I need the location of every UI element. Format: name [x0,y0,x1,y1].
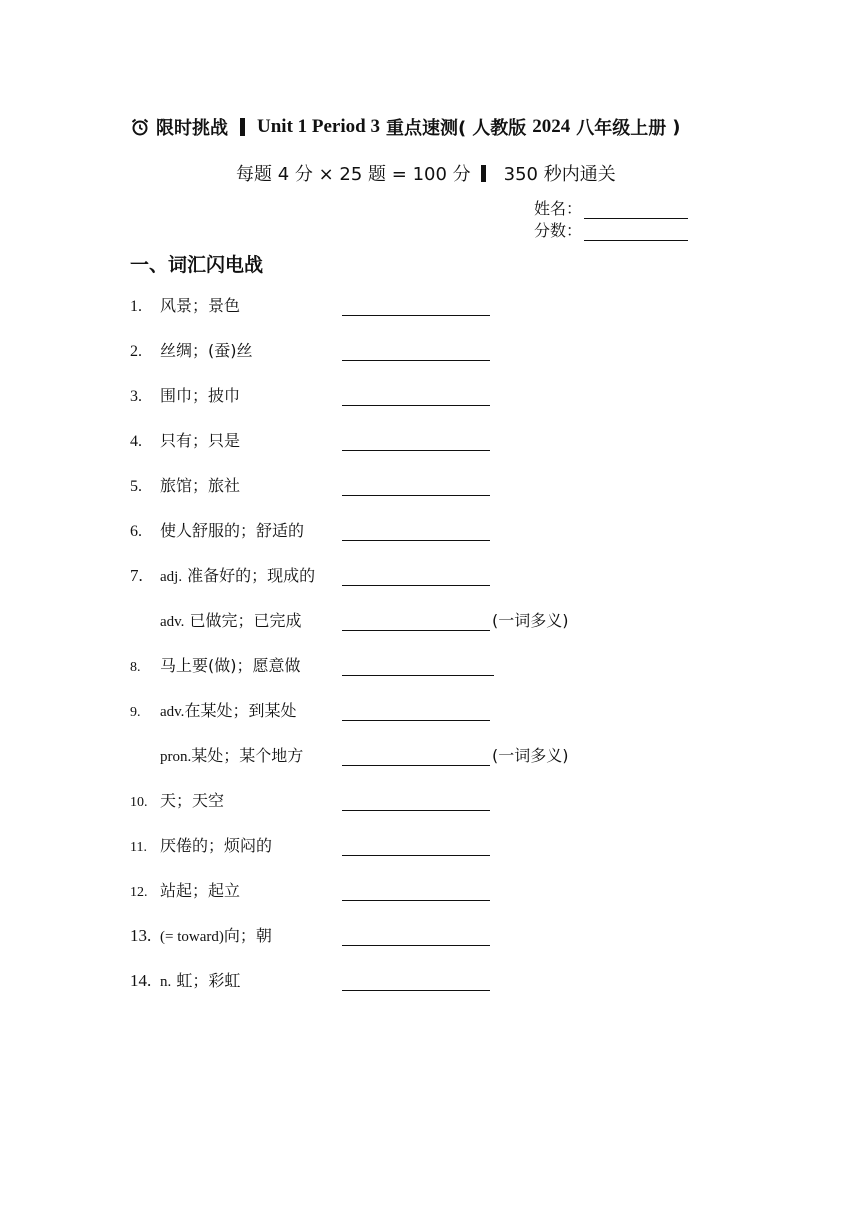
answer-blank[interactable] [342,764,490,766]
part-of-speech: adj. [160,569,183,585]
item-term: pron.某处；某个地方 [160,746,304,765]
time-limit-text: 350 秒内通关 [503,164,616,185]
name-blank[interactable] [584,202,688,219]
item-number: 7. [130,566,143,585]
item-note: (一词多义) [492,746,569,765]
item-term: adv.在某处；到某处 [160,701,297,720]
answer-blank[interactable] [342,989,490,991]
answer-blank[interactable] [342,809,490,811]
name-label: 姓名： [534,199,583,218]
answer-blank[interactable] [342,449,490,451]
part-of-speech: adv. [160,704,185,720]
item-number: 8. [130,660,141,675]
part-of-speech: (= toward) [160,929,224,945]
page-title [130,114,770,140]
name-field [534,196,688,219]
item-number: 2. [130,343,142,360]
title-year: 2024 [532,116,571,137]
title-edition: 人教版 [472,118,527,139]
answer-blank[interactable] [342,854,490,856]
score-field [534,218,688,241]
scoring-text: 每题 4 分 × 25 题 = 100 分 [236,164,471,185]
item-term: 只有；只是 [160,431,241,450]
item-number: 14. [130,971,152,990]
answer-blank[interactable] [342,494,490,496]
answer-blank[interactable] [342,629,490,631]
answer-blank[interactable] [342,404,490,406]
score-label: 分数： [534,221,583,240]
item-term: n. 虹；彩虹 [160,971,241,990]
answer-blank[interactable] [342,899,490,901]
item-term: adj. 准备好的；现成的 [160,566,316,585]
answer-blank[interactable] [342,584,490,586]
title-suffix: 重点速测( [385,118,467,139]
item-number: 5. [130,478,142,495]
item-number: 12. [130,885,148,900]
subtitle-divider [481,165,486,182]
item-number: 10. [130,795,148,810]
title-close: ) [672,116,681,138]
item-term: 天；天空 [160,791,225,810]
score-blank[interactable] [584,224,688,241]
item-note: (一词多义) [492,611,569,630]
scoring-line [236,160,616,186]
item-number: 4. [130,433,142,450]
section-title: 一、词汇闪电战 [130,254,264,276]
item-term: 马上要(做)；愿意做 [160,656,301,675]
answer-blank[interactable] [342,359,490,361]
item-term: 丝绸；(蚕)丝 [160,341,253,360]
item-number: 1. [130,298,142,315]
item-term: (= toward)向；朝 [160,926,272,945]
item-term: 站起；起立 [160,881,241,900]
item-term: 使人舒服的；舒适的 [160,521,305,540]
answer-blank[interactable] [342,674,494,676]
answer-blank[interactable] [342,314,490,316]
item-number: 6. [130,523,142,540]
answer-blank[interactable] [342,719,490,721]
answer-blank[interactable] [342,539,490,541]
title-unit: Unit 1 Period 3 [257,116,380,137]
alarm-clock-icon [130,117,150,137]
part-of-speech: pron. [160,749,192,765]
item-number: 3. [130,388,142,405]
item-term: 厌倦的；烦闷的 [160,836,273,855]
item-number: 13. [130,926,152,945]
item-number: 9. [130,705,141,720]
item-term: 风景；景色 [160,296,241,315]
item-term: 旅馆；旅社 [160,476,241,495]
item-term: 围巾；披巾 [160,386,241,405]
title-divider [240,118,245,136]
title-grade: 八年级上册 [576,118,667,139]
answer-blank[interactable] [342,944,490,946]
part-of-speech: adv. [160,614,185,630]
part-of-speech: n. [160,974,172,990]
title-prefix: 限时挑战 [156,118,228,139]
item-number: 11. [130,840,147,855]
item-term: adv. 已做完；已完成 [160,611,302,630]
